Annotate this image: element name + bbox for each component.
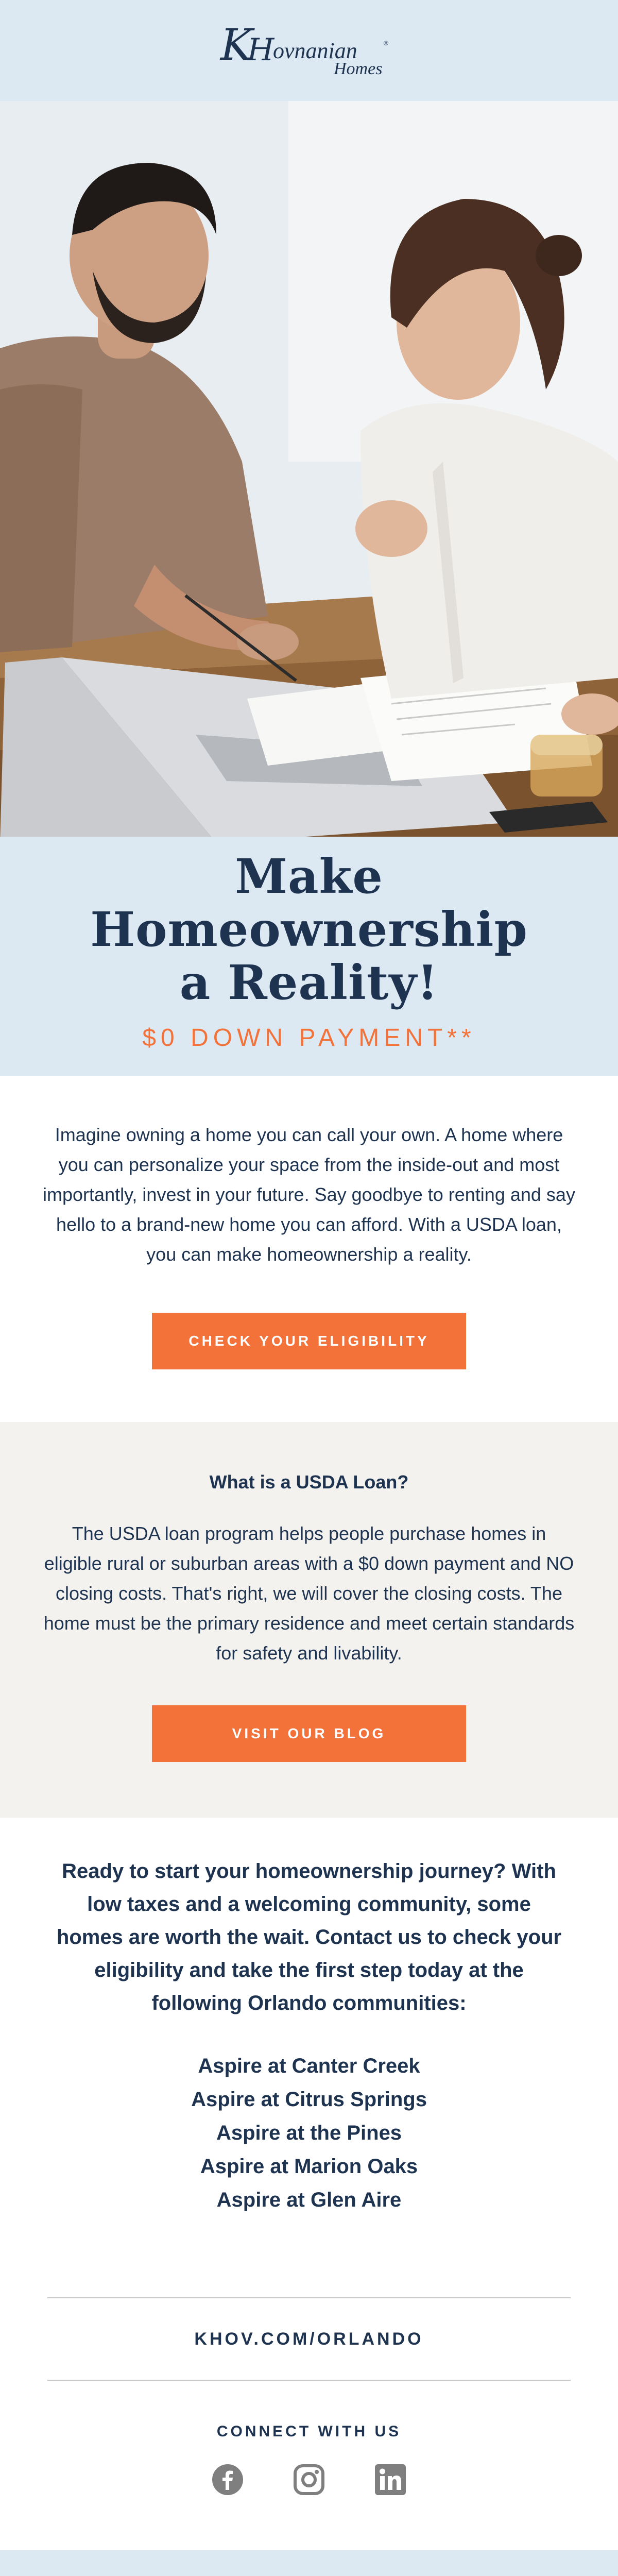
khovnanian-logo[interactable] (216, 22, 402, 79)
ready-text: Ready to start your homeownership journey? With low taxes and a welcoming community, some homes are worth the wait. Contact us to check your eligibility and take the first step today at the following Orlando communities: (56, 1860, 562, 2014)
communities-section (0, 1818, 618, 2496)
couple-with-laptop-illustration (0, 101, 618, 837)
page-headline: Make Homeownership a Reality! (90, 849, 528, 1011)
usda-text: The USDA loan program helps people purchase homes in eligible rural or suburban areas with a $0 down payment and NO closing costs. That's right, we will cover the closing costs. The home must be the primary residence and meet certain standards for safety and livability. (43, 1523, 575, 1664)
community-item[interactable]: Aspire at the Pines (216, 2122, 402, 2144)
community-list (0, 2049, 618, 2217)
connect-section (0, 2423, 618, 2496)
logo-name: ovnanian (273, 38, 357, 63)
community-item[interactable]: Aspire at Glen Aire (216, 2189, 402, 2211)
footer (0, 2550, 618, 2576)
instagram-icon[interactable] (293, 2463, 325, 2496)
intro-text: Imagine owning a home you can call your own. A home where you can personalize your space from the inside-out and most importantly, invest in your future. Say goodbye to renting and say hello to a brand-new home you can afford. With a USDA loan, you can make homeownership a reality. (43, 1124, 575, 1265)
logo-letter-h: H (247, 32, 274, 68)
headline-band (0, 837, 618, 1076)
connect-title: CONNECT WITH US (216, 2423, 402, 2440)
website-link[interactable]: KHOV.COM/ORLANDO (194, 2329, 424, 2349)
visit-blog-button[interactable]: VISIT OUR BLOG (152, 1705, 466, 1762)
check-eligibility-button[interactable]: CHECK YOUR ELIGIBILITY (152, 1313, 466, 1369)
community-item[interactable]: Aspire at Citrus Springs (191, 2088, 427, 2111)
usda-section (0, 1422, 618, 1818)
header (0, 0, 618, 101)
url-block (47, 2297, 571, 2381)
logo-letter-k: K (220, 20, 253, 70)
social-links (0, 2463, 618, 2496)
hero-photo (0, 101, 618, 837)
linkedin-icon[interactable] (374, 2463, 407, 2496)
facebook-icon[interactable] (211, 2463, 244, 2496)
footer-logo-wrap (0, 2550, 618, 2576)
usda-title: What is a USDA Loan? (209, 1471, 409, 1493)
intro-section (0, 1076, 618, 1422)
zero-down-subhead: $0 DOWN PAYMENT** (142, 1024, 476, 1052)
logo-trademark: ® (384, 40, 388, 47)
logo-homes: Homes (334, 59, 383, 78)
community-item[interactable]: Aspire at Canter Creek (198, 2055, 420, 2077)
community-item[interactable]: Aspire at Marion Oaks (200, 2155, 418, 2178)
